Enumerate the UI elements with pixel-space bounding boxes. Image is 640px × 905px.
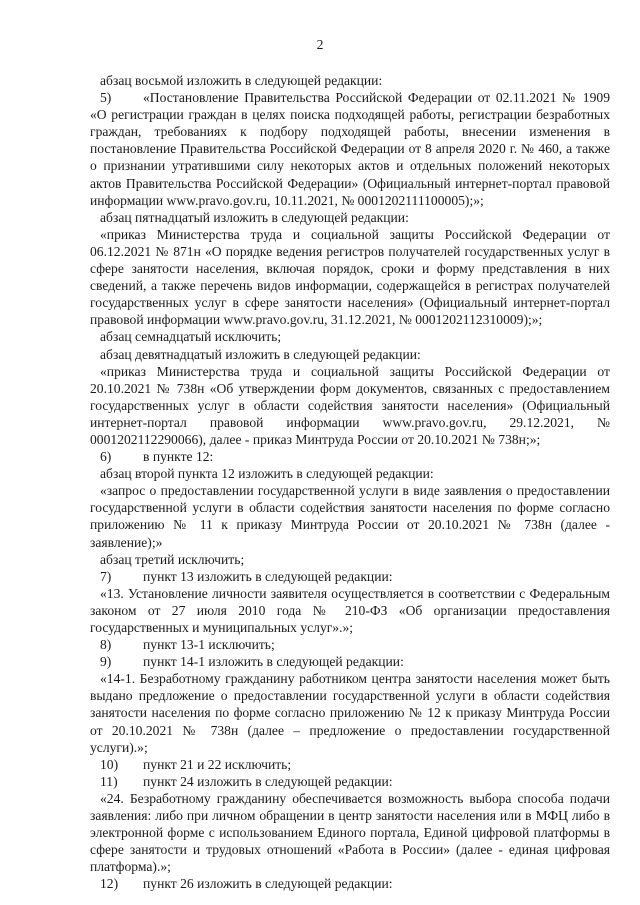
paragraph-numbered: 12) пункт 26 изложить в следующей редакции: (100, 876, 393, 892)
paragraph: абзац девятнадцатый изложить в следующей редакции: (100, 346, 421, 362)
paragraph: «приказ Министерства труда и социальной защиты Российской Федерации от 20.10.2021 № 738н «Об утверждении форм документов, связанных с предоставлением государственных услуг в области содействия занятости населения» (Официальный интернет-портал правовой информации www.pravo.gov.ru, 29.12.2021, № 0001202112290066), далее - приказ Минтруда России от 20.10.2021 № 738н;»; (90, 363, 610, 447)
paragraph: «запрос о предоставлении государственной услуги в виде заявления о предоставлении государственной услуги в области содействия занятости населения по форме согласно приложению № 11 к приказу Минтруда России от 20.10.2021 № 738н (далее - заявление);» (90, 483, 610, 550)
paragraph: абзац третий исключить; (100, 551, 245, 567)
paragraph-numbered: 9) пункт 14-1 изложить в следующей редакции: (100, 654, 404, 670)
paragraph: абзац восьмой изложить в следующей редакции: (100, 73, 383, 88)
paragraph: «24. Безработному гражданину обеспечивается возможность выбора способа подачи заявления: либо при личном обращении в центр занятости населения или в МФЦ либо в электронной форме с использованием Единого портала, Единой цифровой платформы в сфере занятости и трудовых отношений «Работа в России» (далее - единая цифровая платформа).»; (90, 790, 610, 875)
paragraph-numbered: 10) пункт 21 и 22 исключить; (100, 756, 292, 772)
page-number: 2 (316, 37, 324, 52)
paragraph-numbered: 5) «Постановление Правительства Российской Федерации от 02.11.2021 № 1909 «О регистрации граждан в целях поиска подходящей работы, регистрации безработных граждан, требованиях к подбору подходящей работы, внесении изменения в постановление Правительства Российской Федерации от 8 апреля 2020 г. № 460, а также о признании утратившими силу некоторых актов и отдельных положений некоторых актов Правительства Российской Федерации» (Официальный интернет-портал правовой информации www.pravo.gov.ru, 10.11.2021, № 0001202111100005);»; (90, 90, 610, 208)
paragraph: абзац пятнадцатый изложить в следующей редакции: (100, 209, 409, 225)
paragraph: «приказ Министерства труда и социальной защиты Российской Федерации от 06.12.2021 № 871н «О порядке ведения регистров получателей государственных услуг в сфере занятости населения, включая порядок, сроки и форму представления в них сведений, а также перечень видов информации, содержащейся в регистрах получателей государственных услуг в сфере занятости населения» (Официальный интернет-портал правовой информации www.pravo.gov.ru, 31.12.2021, № 0001202112310009);»; (90, 226, 610, 328)
paragraph: абзац семнадцатый исключить; (100, 329, 282, 345)
paragraph-numbered: 11) пункт 24 изложить в следующей редакции: (100, 773, 393, 789)
paragraph-numbered: 6) в пункте 12: (100, 449, 214, 465)
paragraph: «14-1. Безработному гражданину работником центра занятости населения может быть выдано предложение о предоставлении государственной услуги в области содействия занятости населения по форме согласно приложению № 12 к приказу Минтруда России от 20.10.2021 № 738н (далее – предложение о предоставлении государственной услуги).»; (90, 671, 610, 755)
document-body (90, 72, 610, 893)
paragraph: «13. Установление личности заявителя осуществляется в соответствии с Федеральным законом от 27 июля 2010 года № 210-ФЗ «Об организации предоставления государственных и муниципальных услуг».»; (90, 585, 610, 635)
paragraph-numbered: 7) пункт 13 изложить в следующей редакции: (100, 568, 393, 584)
paragraph-numbered: 8) пункт 13-1 исключить; (100, 637, 275, 653)
paragraph: абзац второй пункта 12 изложить в следующей редакции: (100, 466, 434, 482)
